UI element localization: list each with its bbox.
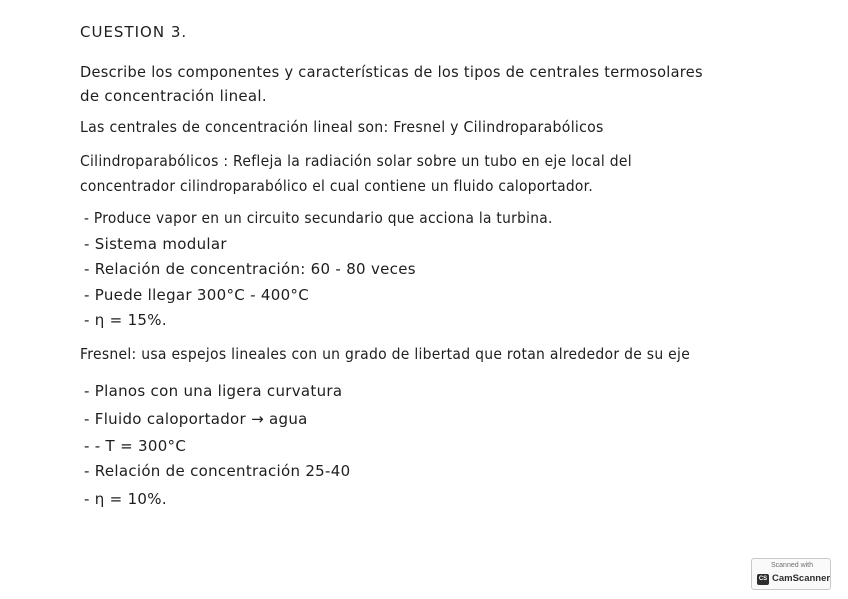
watermark-brand-name: CamScanner — [772, 573, 831, 584]
cilindro-bullet: - η = 15%. — [84, 311, 167, 329]
fresnel-bullet: - - T = 300°C — [84, 437, 187, 455]
fresnel-description-line: Fresnel: usa espejos lineales con un grado de libertad que rotan alrededor de su eje — [80, 345, 691, 363]
camscanner-logo-icon: CS — [757, 574, 769, 585]
fresnel-bullet: - Relación de concentración 25-40 — [84, 462, 351, 480]
intro-line: Las centrales de concentración lineal son: Fresnel y Cilindroparabólicos — [80, 118, 604, 136]
watermark-caption: Scanned with — [770, 562, 814, 569]
question-text-line-2: de concentración lineal. — [80, 87, 267, 105]
fresnel-bullet: - η = 10%. — [84, 490, 167, 508]
fresnel-bullet: - Fluido caloportador → agua — [84, 410, 308, 428]
question-title: CUESTION 3. — [80, 23, 188, 41]
cilindro-description-line-2: concentrador cilindroparabólico el cual contiene un fluido caloportador. — [80, 177, 593, 195]
cilindro-bullet: - Relación de concentración: 60 - 80 veces — [84, 260, 416, 278]
cilindro-bullet: - Sistema modular — [84, 235, 227, 253]
question-text-line-1: Describe los componentes y características de los tipos de centrales termosolares — [80, 63, 703, 81]
cilindro-bullet: - Produce vapor en un circuito secundario que acciona la turbina. — [84, 209, 553, 227]
cilindro-description-line-1: Cilindroparabólicos : Refleja la radiación solar sobre un tubo en eje local del — [80, 152, 632, 170]
camscanner-watermark — [751, 558, 831, 590]
fresnel-bullet: - Planos con una ligera curvatura — [84, 382, 343, 400]
cilindro-bullet: - Puede llegar 300°C - 400°C — [84, 286, 309, 304]
